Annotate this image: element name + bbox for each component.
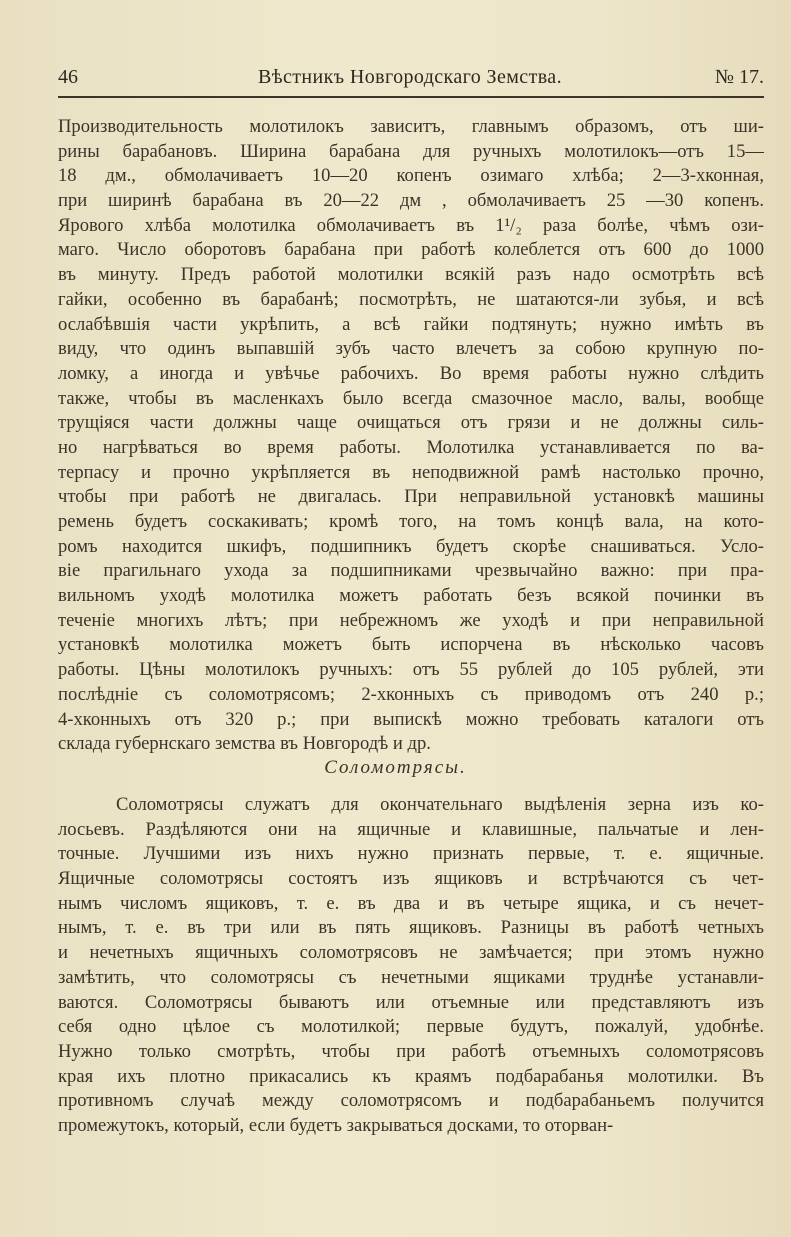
text-line: ослабѣвшія части укрѣпить, а всѣ гайки подтянуть; нужно имѣть въ [58, 313, 764, 335]
text-line: себя одно цѣлое съ молотилкой; первые будутъ, пожалуй, удобнѣе. [58, 1016, 764, 1038]
page-header [58, 66, 764, 92]
text-line: ломку, а иногда и увѣчье рабочихъ. Во время работы нужно слѣдить [58, 362, 764, 384]
text-line: точные. Лучшими изъ нихъ нужно признать первые, т. е. ящичные. [58, 843, 764, 865]
text-line: и нечетныхъ ящичныхъ соломотрясовъ не замѣчается; при этомъ нужно [58, 942, 764, 964]
paragraph-straw-shakers [58, 793, 764, 1139]
text-line: вильномъ уходѣ молотилка можетъ работать безъ всякой починки въ [58, 585, 764, 607]
text-line: 18 дм., обмолачиваетъ 10—20 копенъ озимаго хлѣба; 2—3-хконная, [58, 165, 764, 187]
text-line: нымъ числомъ ящиковъ, т. е. въ два и въ четыре ящика, и съ нечет- [58, 892, 764, 914]
text-line: противномъ случаѣ между соломотрясомъ и подбарабаньемъ получится [58, 1090, 764, 1112]
text-line: чтобы при работѣ не двигалась. При неправильной установкѣ машины [58, 486, 764, 508]
text-line: терпасу и прочно укрѣпляется въ неподвижной рамѣ настолько прочно, [58, 461, 764, 483]
text-line: Ярового хлѣба молотилка обмолачиваетъ въ 1¹/₂ раза болѣе, чѣмъ ози- [58, 214, 764, 236]
text-line: ромъ находится шкифъ, подшипникъ будетъ скорѣе снашиваться. Усло- [58, 535, 764, 557]
text-line: но нагрѣваться во время работы. Молотилка устанавливается по ва- [58, 436, 764, 458]
text-line: віе прагильнаго ухода за подшипниками чрезвычайно важно: при пра- [58, 560, 764, 582]
text-line: Соломотрясы служатъ для окончательнаго выдѣленія зерна изъ ко- [116, 794, 764, 815]
text-line: 4-хконныхъ отъ 320 р.; при выпискѣ можно требовать каталоги отъ [58, 708, 764, 730]
text-line: Нужно только смотрѣть, чтобы при работѣ отъемныхъ соломотрясовъ [58, 1040, 764, 1062]
text-line: виду, что одинъ выпавшій зубъ часто влечетъ за собою крупную по- [58, 338, 764, 360]
text-line: послѣдніе съ соломотрясомъ; 2-хконныхъ съ приводомъ отъ 240 р.; [58, 683, 764, 705]
text-line: теченіе многихъ лѣтъ; при небрежномъ же уходѣ и при неправильной [58, 609, 764, 631]
text-line: склада губернскаго земства въ Новгородѣ и др. [58, 733, 431, 755]
text-line: въ минуту. Предъ работой молотилки всякій разъ надо осмотрѣть всѣ [58, 264, 764, 286]
text-line: ваются. Соломотрясы бываютъ или отъемные или представляютъ изъ [58, 991, 764, 1013]
journal-title: Вѣстникъ Новгородскаго Земства. [258, 66, 562, 88]
header-rule [58, 96, 764, 98]
section-heading: Соломотрясы. [324, 757, 467, 778]
text-line: также, чтобы въ масленкахъ было всегда смазочное масло, валы, вообще [58, 387, 764, 409]
paragraph-threshers [58, 115, 764, 757]
text-line: Производительность молотилокъ зависитъ, главнымъ образомъ, отъ ши- [58, 116, 764, 137]
text-line: лосьевъ. Раздѣляются они на ящичные и клавишные, пальчатые и лен- [58, 818, 764, 840]
issue-number: № 17. [714, 66, 764, 88]
text-line: Ящичные соломотрясы состоятъ изъ ящиковъ и встрѣчаются съ чет- [58, 868, 764, 890]
text-line: края ихъ плотно прикасались къ краямъ подбарабанья молотилки. Въ [58, 1065, 764, 1087]
text-line: трущіяся части должны чаще очищаться отъ грязи и не должны силь- [58, 412, 764, 434]
text-line: рины барабановъ. Ширина барабана для ручныхъ молотилокъ—отъ 15— [58, 140, 764, 162]
text-line: нымъ, т. е. въ три или въ пять ящиковъ. Разницы въ работѣ четныхъ [58, 917, 764, 939]
text-line: промежутокъ, который, если будетъ закрываться досками, то оторван- [58, 1114, 614, 1136]
text-line: гайки, особенно въ барабанѣ; посмотрѣть, не шатаются-ли зубья, и всѣ [58, 288, 764, 310]
text-line: установкѣ молотилка можетъ быть испорчена въ нѣсколько часовъ [58, 634, 764, 656]
text-line: при ширинѣ барабана въ 20—22 дм , обмолачиваетъ 25 —30 копенъ. [58, 190, 764, 212]
text-line: маго. Число оборотовъ барабана при работѣ колеблется отъ 600 до 1000 [58, 239, 764, 261]
text-line: замѣтить, что соломотрясы съ нечетными ящиками труднѣе устанавли- [58, 966, 764, 988]
page-number: 46 [58, 66, 78, 88]
text-line: ремень будетъ соскакивать; кромѣ того, на томъ концѣ вала, на кото- [58, 511, 764, 532]
text-line: работы. Цѣны молотилокъ ручныхъ: отъ 55 рублей до 105 рублей, эти [58, 659, 764, 681]
